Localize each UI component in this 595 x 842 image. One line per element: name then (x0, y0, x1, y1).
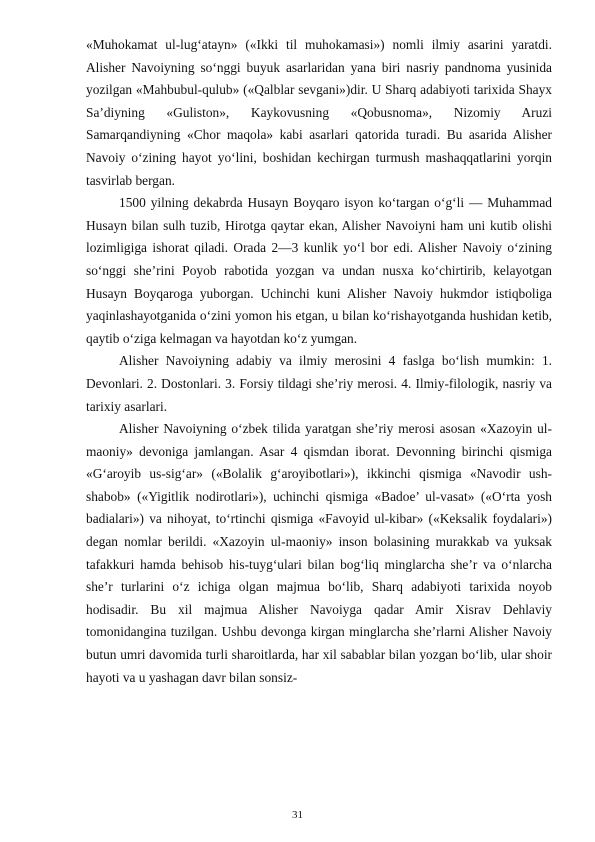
paragraph-4: Alisher Navoiyning o‘zbek tilida yaratgan she’riy merosi asosan «Xazoyin ul-maoniy» devoniga jamlangan. Asar 4 qismdan iborat. Devonning birinchi qismiga «G‘aroyib us-sig‘ar» («Bolalik g‘aroyibotlari»), ikkinchi qismiga «Navodir ush-shabob» («Yigitlik nodirotlari»), uchinchi qismiga «Badoe’ ul-vasat» («O‘rta yosh badialari») va nihoyat, to‘rtinchi qismiga «Favoyid ul-kibar» («Keksalik foydalari») degan nomlar berildi. «Xazoyin ul-maoniy» inson bolasining murakkab va yuksak tafakkuri hamda behisob his-tuyg‘ulari bilan bog‘liq minglarcha she’r va o‘nlarcha she’r turlarini o‘z ichiga olgan majmua bo‘lib, Sharq adabiyoti tarixida noyob hodisadir. Bu xil majmua Alisher Navoiyga qadar Amir Xisrav Dehlaviy tomonidangina tuzilgan. Ushbu devonga kirgan minglarcha she’rlarni Alisher Navoiy butun umri davomida turli sharoitlarda, har xil sabablar bilan yozgan bo‘lib, ular shoir hayoti va u yashagan davr bilan sonsiz- (86, 421, 552, 685)
page-number: 31 (292, 809, 303, 821)
paragraph-1: «Muhokamat ul-lug‘atayn» («Ikki til muhokamasi») nomli ilmiy asarini yaratdi. Alisher Navoiyning so‘nggi buyuk asarlaridan yana biri nasriy pandnoma yusinida yozilgan «Mahbubul-qulub» («Qalblar sevgani»)dir. U Sharq adabiyoti tarixida Shayx Sa’diyning «Guliston», Kaykovusning «Qobusnoma», Nizomiy Aruzi Samarqandiyning «Chor maqola» kabi asarlari qatorida turadi. Bu asarida Alisher Navoiy o‘zining hayot yo‘lini, boshidan kechirgan turmush mashaqqatlarini yorqin tasvirlab bergan. (86, 37, 552, 188)
body-text (86, 34, 552, 689)
paragraph-3: Alisher Navoiyning adabiy va ilmiy merosini 4 faslga bo‘lish mumkin: 1. Devonlari. 2. Dostonlari. 3. Forsiy tildagi she’riy merosi. 4. Ilmiy-filologik, nasriy va tarixiy asarlari. (86, 353, 552, 414)
paragraph-2: 1500 yilning dekabrda Husayn Boyqaro isyon ko‘targan o‘g‘li — Muhammad Husayn bilan sulh tuzib, Hirotga qaytar ekan, Alisher Navoiyni ham uni kutib olishi lozimligiga ishorat qiladi. Orada 2—3 kunlik yo‘l bor edi. Alisher Navoiy o‘zining so‘nggi she’rini Poyob rabotida yozgan va undan nusxa ko‘chirtirib, kelayotgan Husayn Boyqaroga yuborgan. Uchinchi kuni Alisher Navoiy hukmdor istiqboliga yaqinlashayotganida o‘zini yomon his etgan, u bilan ko‘rishayotganda hushidan ketib, qaytib o‘ziga kelmagan va hayotdan ko‘z yumgan. (86, 195, 552, 346)
